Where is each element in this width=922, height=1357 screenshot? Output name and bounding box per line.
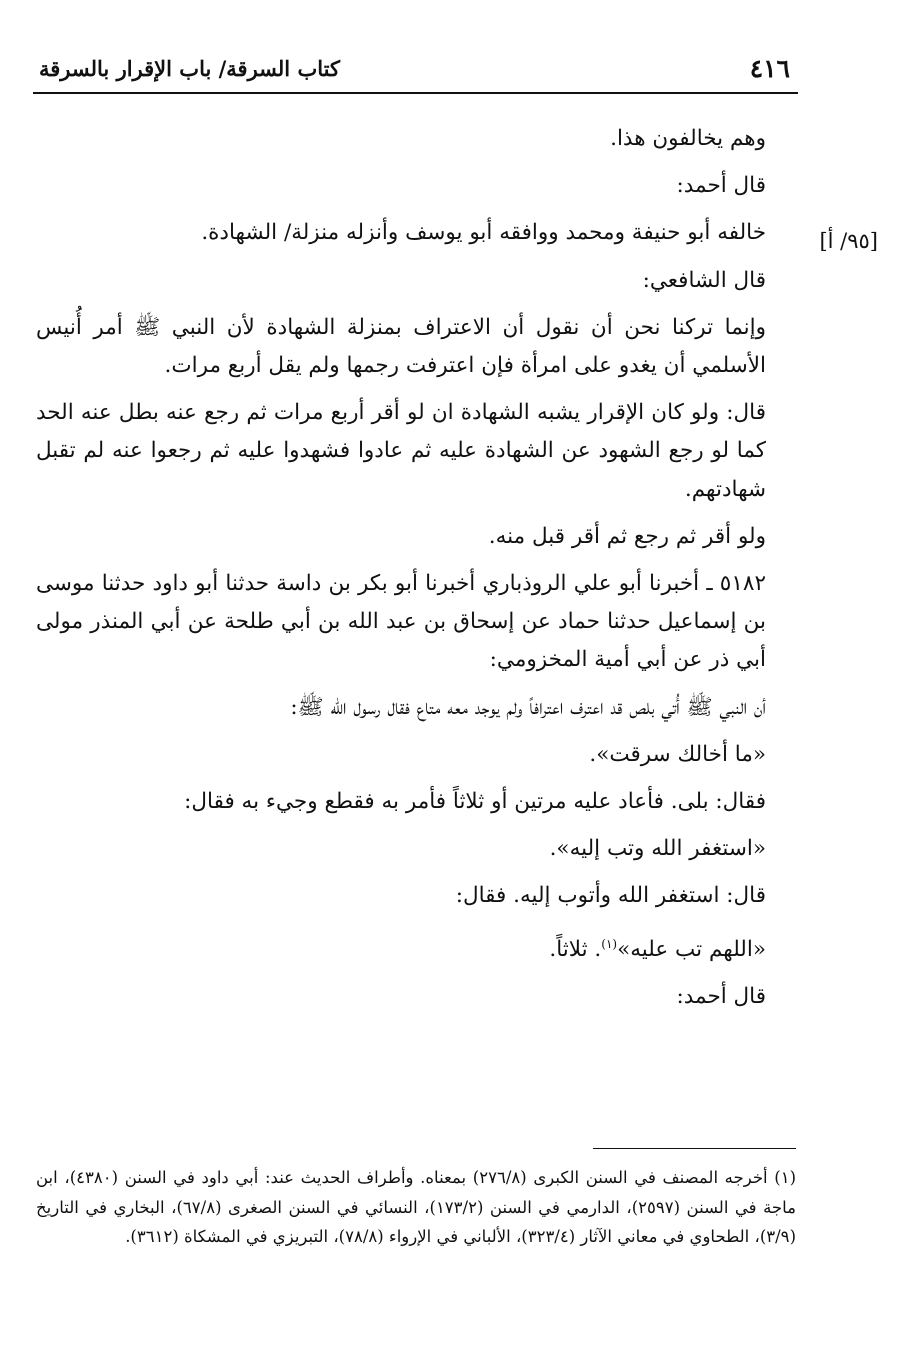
paragraph: قال: ولو كان الإقرار يشبه الشهادة ان لو أقر أربع مرات ثم رجع عنه بطل عنه الحد كما لو رجع الشهود عن الشهادة عليه ثم عادوا فشهدوا عليه ثم رجعوا عنه لم تقبل شهادتهم. — [36, 400, 766, 502]
paragraph: قال الشافعي: — [642, 267, 766, 293]
quote-text: «اللهم تب عليه» — [617, 936, 766, 962]
paragraph: فقال: بلى. فأعاد عليه مرتين أو ثلاثاً فأمر به فقطع وجيء به فقال: — [184, 789, 766, 815]
page-number: ٤١٦ — [749, 54, 790, 83]
quote-line-with-footnote — [36, 925, 796, 969]
main-text — [36, 120, 796, 1016]
quote-line: «استغفر الله وتب إليه». — [549, 836, 766, 862]
paragraph: قال: استغفر الله وأتوب إليه. فقال: — [455, 883, 766, 909]
paragraph: خالفه أبو حنيفة ومحمد ووافقه أبو يوسف وأنزله منزلة/ الشهادة. — [201, 220, 766, 246]
hadith-isnad: ٥١٨٢ ـ أخبرنا أبو علي الروذباري أخبرنا أبو بكر بن داسة حدثنا أبو داود حدثنا موسى بن إسماعيل حدثنا حماد عن إسحاق بن عبد الله بن أبي طلحة عن أبي المنذر مولى أبي ذر عن أبي أمية المخزومي: — [36, 571, 766, 673]
paragraph: قال أحمد: — [676, 984, 766, 1010]
paragraph: وإنما تركنا نحن أن نقول أن الاعتراف بمنزلة الشهادة لأن النبي ﷺ أمر أُنيس الأسلمي أن يغدو على امرأة فإن اعترفت رجمها ولم يقل أربع مرات. — [36, 314, 766, 379]
paragraph: أن النبي ﷺ أُتي بلص قد اعترف اعترافاً ولم يوجد معه متاع فقال رسول الله ﷺ: — [290, 694, 766, 720]
quote-tail: . ثلاثاً. — [549, 936, 602, 962]
paragraph: قال أحمد: — [676, 173, 766, 199]
quote-line: «ما أخالك سرقت». — [589, 741, 766, 767]
running-head: كتاب السرقة/ باب الإقرار بالسرقة — [39, 56, 340, 81]
paragraph: وهم يخالفون هذا. — [610, 126, 766, 151]
footnote-divider — [593, 1148, 796, 1149]
margin-folio-note: [٩٥/ أ] — [819, 229, 878, 253]
footnote: (١) أخرجه المصنف في السنن الكبرى (٢٧٦/٨) بمعناه. وأطراف الحديث عند: أبي داود في السنن (٤٣٨٠)، ابن ماجة في السنن (٢٥٩٧)، الدارمي في السنن (١٧٣/٢)، النسائي في السنن الصغرى (٦٧/٨)، البخاري في التاريخ (٣/٩)، الطحاوي في معاني الآثار (٣٢٣/٤)، الألباني في الإرواء (٧٨/٨)، التبريزي في المشكاة (٣٦١٢). — [36, 1168, 797, 1246]
paragraph: ولو أقر ثم رجع ثم أقر قبل منه. — [488, 523, 766, 549]
footnotes — [36, 1163, 796, 1252]
footnote-marker: (١) — [601, 936, 618, 951]
page-header — [33, 52, 798, 94]
